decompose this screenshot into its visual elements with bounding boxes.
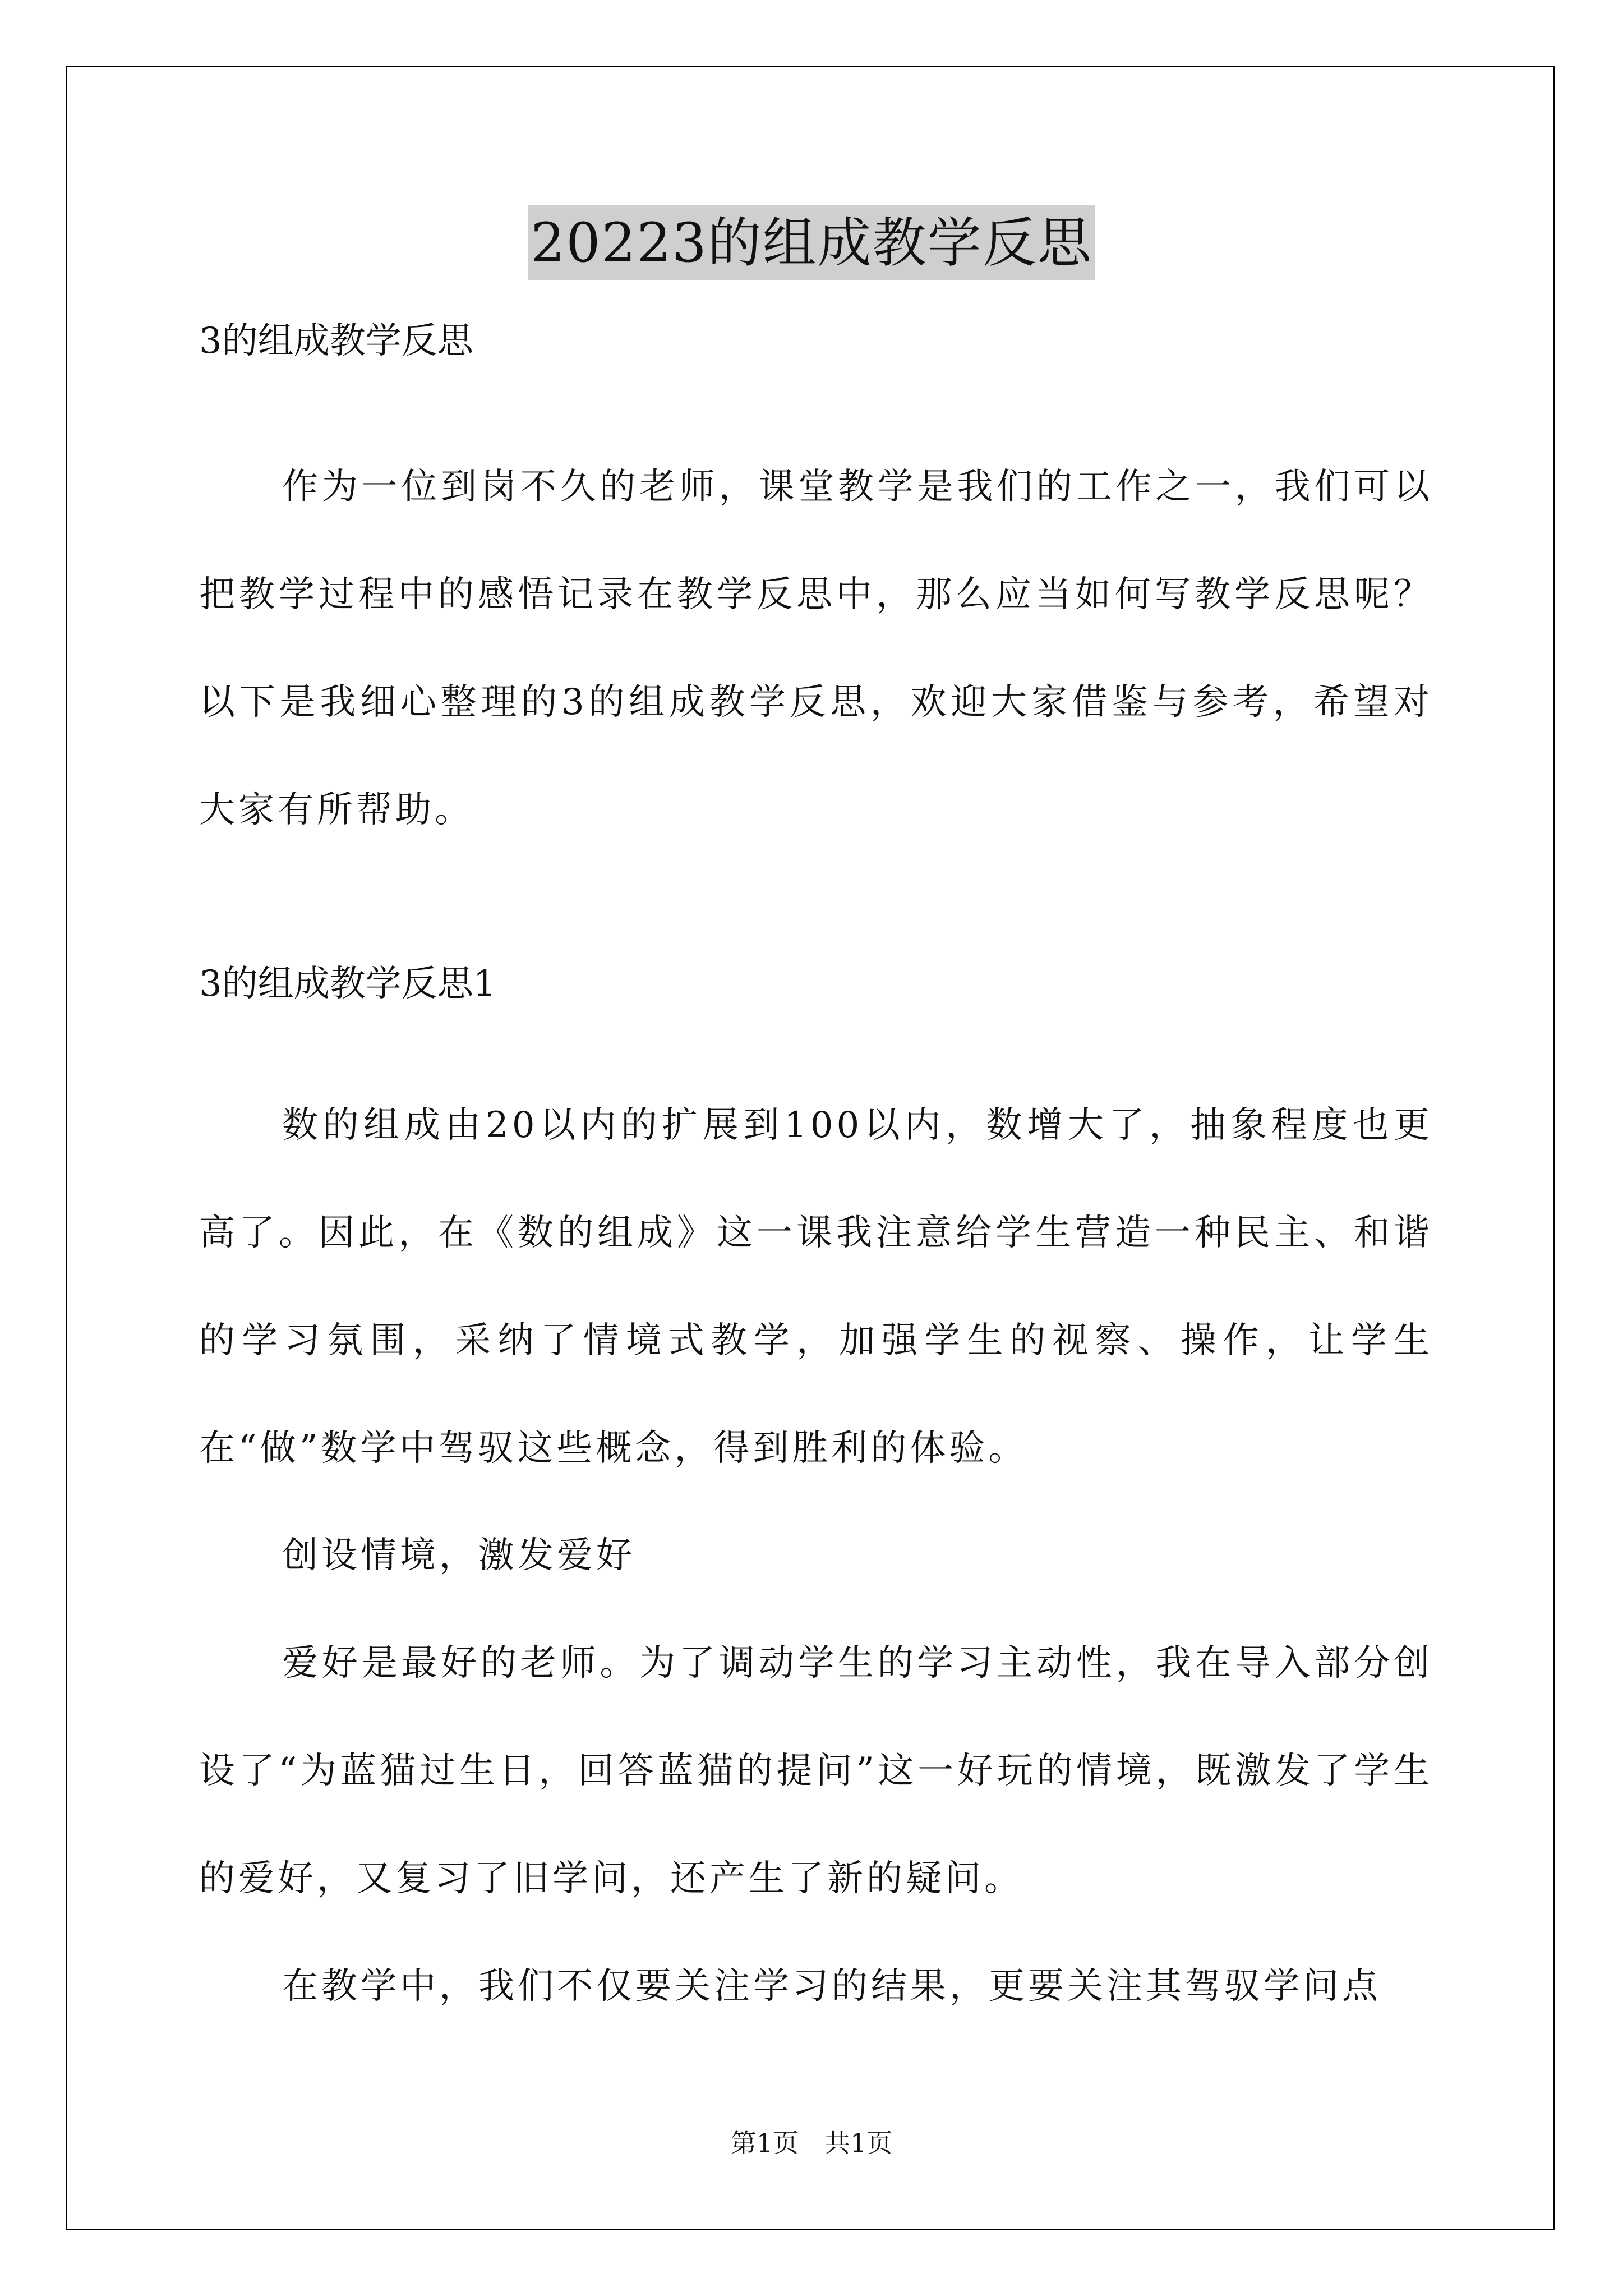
- paragraph-3: 在教学中，我们不仅要关注学习的结果，更要关注其驾驭学问点: [282, 1966, 1381, 2007]
- subheading-creating-context: 创设情境，激发爱好: [282, 1535, 635, 1576]
- title-container: [0, 205, 1623, 280]
- subtitle: 3的组成教学反思: [199, 320, 473, 362]
- intro-paragraph: 作为一位到岗不久的老师，课堂教学是我们的工作之一，我们可以把教学过程中的感悟记录在教学反思中，那么应当如何写教学反思呢？以下是我细心整理的3的组成教学反思，欢迎大家借鉴与参考，希望对大家有所帮助。: [199, 466, 1433, 831]
- section-heading: 3的组成教学反思1: [199, 963, 496, 1005]
- page-footer: 第1页 共1页: [730, 2128, 893, 2158]
- paragraph-2: 爱好是最好的老师。为了调动学生的学习主动性，我在导入部分创设了“为蓝猫过生日，回答蓝猫的提问”这一好玩的情境，既激发了学生的爱好，又复习了旧学问，还产生了新的疑问。: [199, 1642, 1433, 1899]
- document-title: 20223的组成教学反思: [528, 205, 1094, 280]
- paragraph-1: 数的组成由20以内的扩展到100以内，数增大了，抽象程度也更高了。因此，在《数的组成》这一课我注意给学生营造一种民主、和谐的学习氛围，采纳了情境式教学，加强学生的视察、操作，让学生在“做”数学中驾驭这些概念，得到胜利的体验。: [199, 1105, 1433, 1469]
